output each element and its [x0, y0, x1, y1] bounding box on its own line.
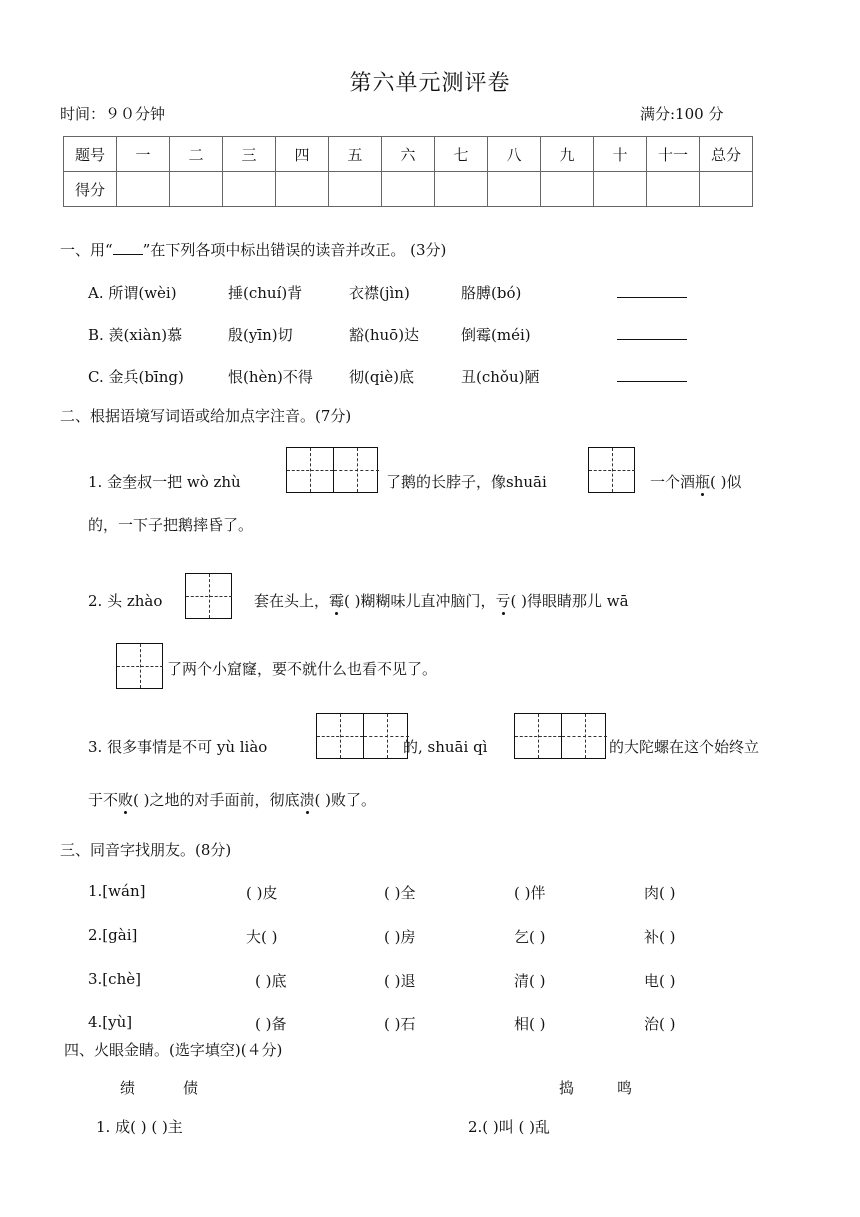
score-header-cell: 一	[117, 137, 170, 172]
underline-sample	[113, 254, 143, 255]
q3-row-3-pinyin: 3.[chè]	[88, 970, 141, 988]
q2-s2-text-b	[254, 590, 629, 611]
q4-item-2: 2.( )叫 ( )乱	[468, 1118, 551, 1136]
q3-row-1-item: ( )全	[384, 884, 416, 902]
q3-row-2-item: 补( )	[644, 928, 676, 946]
score-header-cell: 七	[435, 137, 488, 172]
q3-row-3-item: ( )底	[255, 972, 287, 990]
score-header-cell: 四	[276, 137, 329, 172]
q3-row-4-item: ( )备	[255, 1015, 287, 1033]
writing-grid[interactable]	[514, 713, 606, 759]
score-header-cell: 总分	[700, 137, 753, 172]
score-header-cell: 九	[541, 137, 594, 172]
dotted-character: 败	[118, 791, 134, 809]
q1-heading-pre: 一、用“	[60, 241, 113, 259]
q3-row-1-item: 肉( )	[644, 884, 676, 902]
dotted-character: 霉	[329, 592, 345, 610]
score-header-cell: 三	[223, 137, 276, 172]
answer-line[interactable]	[617, 297, 687, 298]
q2-s3-text-d2: ( )之地的对手面前，彻底	[133, 791, 300, 809]
score-table-score-row	[64, 172, 753, 207]
q2-s3-text-b: 的, shuāi qì	[403, 738, 488, 756]
dotted-character: 溃	[299, 791, 315, 809]
dotted-character: 亏	[495, 592, 511, 610]
q2-s1-text-c	[650, 471, 742, 492]
dotted-character: 瓶	[695, 473, 711, 491]
q3-row-4-item: 相( )	[514, 1015, 546, 1033]
score-header-cell: 六	[382, 137, 435, 172]
score-cell[interactable]	[329, 172, 382, 207]
q3-row-2-item: 大( )	[246, 928, 278, 946]
q1-row-b-item-2: 殷(yīn)切	[228, 326, 293, 344]
q1-row-c-item-3: 彻(qiè)底	[349, 368, 414, 386]
q2-s1-text-a: 1. 金奎叔一把 wò zhù	[88, 473, 241, 491]
answer-line[interactable]	[617, 339, 687, 340]
q2-heading: 二、根据语境写词语或给加点字注音。(7分)	[60, 407, 352, 425]
score-header-cell: 十	[594, 137, 647, 172]
q2-s3-text-d	[88, 789, 376, 810]
q1-row-c-item-2: 恨(hèn)不得	[228, 368, 313, 386]
q1-row-a-item-4: 胳膊(bó)	[461, 284, 522, 302]
q1-row-b-item-1: B. 羡(xiàn)慕	[88, 326, 183, 344]
q2-s2-text-b3: ( )得眼睛那儿 wā	[510, 592, 629, 610]
score-cell[interactable]	[223, 172, 276, 207]
q1-heading-post: ”在下列各项中标出错误的读音并改正。 (3分)	[142, 241, 447, 259]
score-header-cell: 题号	[64, 137, 117, 172]
q3-row-3-item: 电( )	[644, 972, 676, 990]
q3-row-4-pinyin: 4.[yù]	[88, 1013, 133, 1031]
score-row-label: 得分	[64, 172, 117, 207]
page-title: 第六单元测评卷	[349, 71, 511, 96]
score-cell[interactable]	[170, 172, 223, 207]
q1-row-b-item-4: 倒霉(méi)	[461, 326, 531, 344]
q2-s2-text-b1: 套在头上，	[254, 592, 330, 610]
writing-grid[interactable]	[116, 643, 163, 689]
q3-row-2-item: ( )房	[384, 928, 416, 946]
answer-line[interactable]	[617, 381, 687, 382]
q2-s1-text-b: 了鹅的长脖子，像shuāi	[386, 473, 547, 491]
score-table	[63, 136, 753, 207]
q4-option: 捣	[559, 1079, 575, 1097]
q4-item-1: 1. 成( ) ( )主	[96, 1118, 183, 1136]
score-header-cell: 五	[329, 137, 382, 172]
q2-s1-text-d: 的，一下子把鹅摔昏了。	[88, 516, 254, 534]
q4-option: 债	[183, 1079, 199, 1097]
q3-row-1-item: ( )皮	[246, 884, 278, 902]
score-header-cell: 八	[488, 137, 541, 172]
q3-row-4-item: 治( )	[644, 1015, 676, 1033]
score-cell[interactable]	[488, 172, 541, 207]
q1-row-a-item-3: 衣襟(jìn)	[349, 284, 410, 302]
score-cell[interactable]	[382, 172, 435, 207]
q2-s3-text-d1: 于不	[88, 791, 119, 809]
q2-s3-text-c: 的大陀螺在这个始终立	[609, 738, 760, 756]
writing-grid[interactable]	[185, 573, 232, 619]
score-cell[interactable]	[700, 172, 753, 207]
score-cell[interactable]	[117, 172, 170, 207]
q3-row-4-item: ( )石	[384, 1015, 416, 1033]
q1-row-a-item-1: A. 所谓(wèi)	[88, 284, 177, 302]
q2-s3-text-d3: ( )败了。	[314, 791, 377, 809]
q4-heading: 四、火眼金睛。(选字填空)(４分)	[64, 1041, 283, 1059]
q1-row-b-item-3: 豁(huō)达	[349, 326, 420, 344]
q3-row-2-pinyin: 2.[gài]	[88, 926, 138, 944]
q3-row-2-item: 乞( )	[514, 928, 546, 946]
q3-row-1-pinyin: 1.[wán]	[88, 882, 146, 900]
writing-grid[interactable]	[588, 447, 635, 493]
score-header-cell: 十一	[647, 137, 700, 172]
q1-heading	[60, 239, 446, 260]
q3-row-1-item: ( )伴	[514, 884, 546, 902]
score-cell[interactable]	[594, 172, 647, 207]
q2-s3-text-a: 3. 很多事情是不可 yù liào	[88, 738, 268, 756]
q4-option: 绩	[120, 1079, 136, 1097]
q3-row-3-item: ( )退	[384, 972, 416, 990]
full-score: 满分:100 分	[640, 105, 724, 123]
score-cell[interactable]	[541, 172, 594, 207]
q2-s1-text-c1: 一个酒	[650, 473, 696, 491]
q2-s1-text-c2: ( )似	[710, 473, 742, 491]
writing-grid[interactable]	[286, 447, 378, 493]
q2-s2-text-b2: ( )糊糊味儿直冲脑门，	[344, 592, 496, 610]
exam-time: 时间：９０分钟	[60, 105, 166, 123]
q1-row-c-item-1: C. 金兵(bīng)	[88, 368, 184, 386]
q3-row-3-item: 清( )	[514, 972, 546, 990]
score-cell[interactable]	[647, 172, 700, 207]
score-cell[interactable]	[276, 172, 329, 207]
q1-row-a-item-2: 捶(chuí)背	[228, 284, 303, 302]
score-table-header-row	[64, 137, 753, 172]
q2-s2-text-a: 2. 头 zhào	[88, 592, 163, 610]
score-header-cell: 二	[170, 137, 223, 172]
q3-heading: 三、同音字找朋友。(8分)	[60, 841, 232, 859]
q2-s2-text-c: 了两个小窟窿，要不就什么也看不见了。	[167, 660, 438, 678]
q4-option: 鸣	[617, 1079, 633, 1097]
score-cell[interactable]	[435, 172, 488, 207]
writing-grid[interactable]	[316, 713, 408, 759]
q1-row-c-item-4: 丑(chǒu)陋	[461, 368, 540, 386]
